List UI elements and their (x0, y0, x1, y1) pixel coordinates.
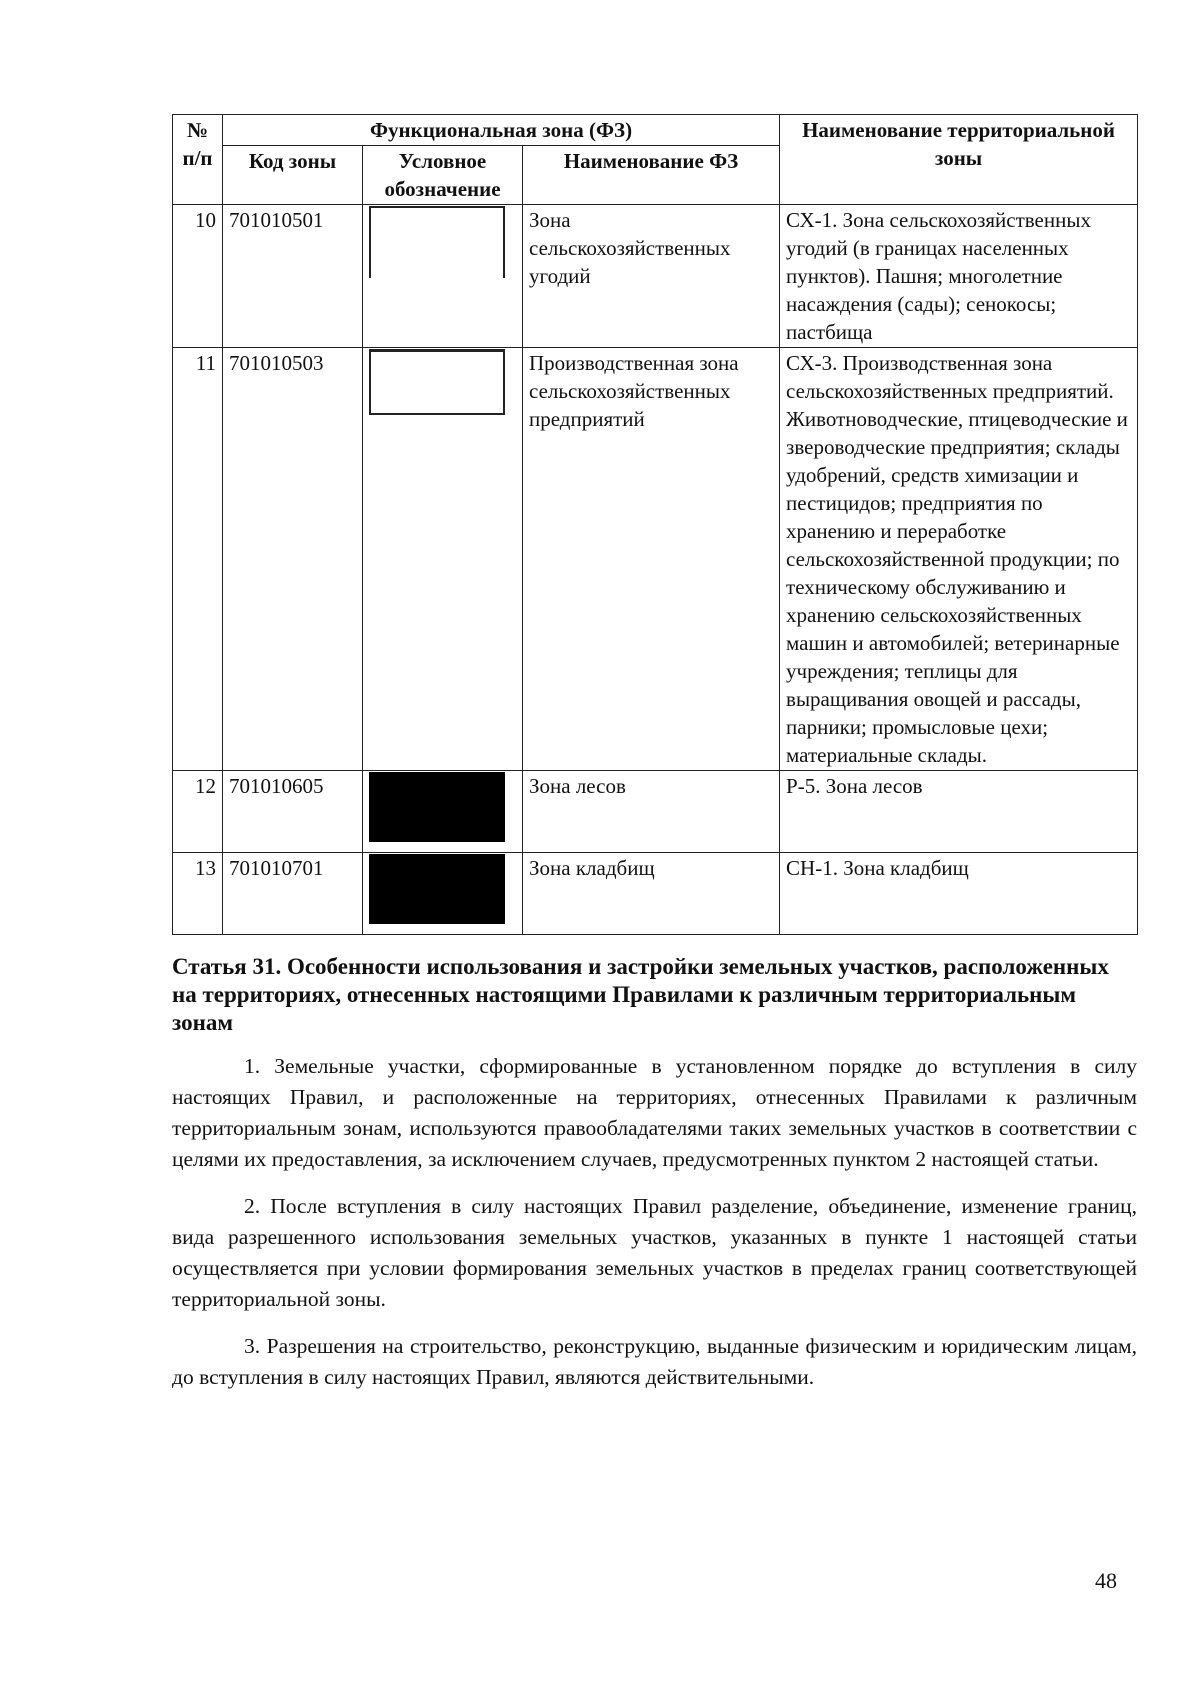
article-title: Статья 31. Особенности использования и застройки земельных участков, расположенных на территориях, отнесенных настоящими Правилами к различным территориальным зонам (172, 954, 1109, 1035)
row-territorial-name: СХ-3. Производственная зона сельскохозяйственных предприятий. Животноводческие, птицеводческие и звероводческие предприятия; склады удобрений, средств химизации и пестицидов; предприятия по хранению и переработке сельскохозяйственной продукции; по техническому обслуживанию и хранению сельскохозяйственных машин и автомобилей; ветеринарные учреждения; теплицы для выращивания овощей и рассады, парники; промысловые цехи; материальные склады. (780, 348, 1138, 771)
header-territorial-name: Наименование территориальной зоны (780, 115, 1138, 205)
table-row (173, 348, 1138, 771)
header-symbol: Условное обозначение (363, 146, 523, 205)
row-num: 11 (173, 348, 223, 771)
row-code: 701010501 (223, 205, 363, 348)
row-fz-name: Зона лесов (523, 771, 780, 853)
page-number: 48 (1095, 1568, 1117, 1593)
row-symbol (363, 853, 523, 935)
table-row (173, 205, 1138, 348)
article-paragraph: 3. Разрешения на строительство, реконструкцию, выданные физическим и юридическим лицам, до вступления в силу настоящих Правил, являются действительными. (172, 1334, 1137, 1389)
zones-table (172, 114, 1138, 935)
row-territorial-name: СХ-1. Зона сельскохозяйственных угодий (в границах населенных пунктов). Пашня; многолетние насаждения (сады); сенокосы; пастбища (780, 205, 1138, 348)
zone-symbol-icon (369, 854, 505, 924)
zone-symbol-icon (369, 349, 505, 415)
document-page (172, 114, 1137, 1409)
row-fz-name: Зона кладбищ (523, 853, 780, 935)
row-symbol (363, 205, 523, 348)
article-paragraph: 1. Земельные участки, сформированные в установленном порядке до вступления в силу настоящих Правил, и расположенные на территориях, отнесенных Правилами к различным территориальным зонам, используются правообладателями таких земельных участков в соответствии с целями их предоставления, за исключением случаев, предусмотренных пунктом 2 настоящей статьи. (172, 1054, 1137, 1171)
row-fz-name: Зона сельскохозяйственных угодий (523, 205, 780, 348)
article-paragraph: 2. После вступления в силу настоящих Правил разделение, объединение, изменение границ, вида разрешенного использования земельных участков, указанных в пункте 1 настоящей статьи осуществляется при условии формирования земельных участков в пределах границ соответствующей территориальной зоны. (172, 1194, 1137, 1311)
zone-symbol-icon (369, 206, 505, 278)
table-row (173, 853, 1138, 935)
row-territorial-name: Р-5. Зона лесов (780, 771, 1138, 853)
row-num: 12 (173, 771, 223, 853)
table-row (173, 771, 1138, 853)
row-code: 701010503 (223, 348, 363, 771)
row-symbol (363, 348, 523, 771)
header-functional-zone: Функциональная зона (ФЗ) (223, 115, 780, 146)
zone-symbol-icon (369, 772, 505, 842)
row-code: 701010701 (223, 853, 363, 935)
row-fz-name: Производственная зона сельскохозяйственных предприятий (523, 348, 780, 771)
header-num: № п/п (173, 115, 223, 205)
header-fz-name: Наименование ФЗ (523, 146, 780, 205)
row-num: 13 (173, 853, 223, 935)
row-code: 701010605 (223, 771, 363, 853)
row-territorial-name: СН-1. Зона кладбищ (780, 853, 1138, 935)
row-symbol (363, 771, 523, 853)
header-code: Код зоны (223, 146, 363, 205)
row-num: 10 (173, 205, 223, 348)
